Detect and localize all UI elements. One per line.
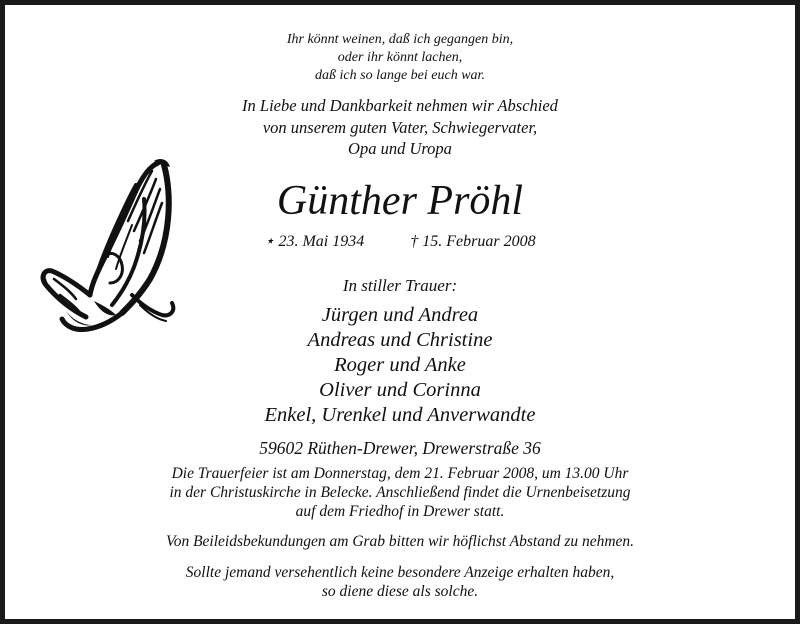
condolence-note: Von Beileidsbekundungen am Grab bitten wir höflichst Abstand zu nehmen. [165,533,635,550]
mourner-name: Oliver und Corinna [319,379,481,401]
funeral-info-line: Die Trauerfeier ist am Donnerstag, dem 21. Februar 2008, um 13.00 Uhr [171,465,629,482]
mourner-name: Andreas und Christine [307,329,493,351]
mourners-heading: In stiller Trauer: [342,276,458,295]
poem-line: Ihr könnt weinen, daß ich gegangen bin, [286,32,514,47]
death-date: † 15. Februar 2008 [410,233,536,250]
poem-line: daß ich so lange bei euch war. [315,68,485,83]
intro-line: von unserem guten Vater, Schwiegervater, [262,118,538,137]
closing-line: Sollte jemand versehentlich keine besondere Anzeige erhalten haben, [185,564,615,581]
mourner-name: Enkel, Urenkel und Anverwandte [264,404,536,426]
birth-date: ⋆ 23. Mai 1934 [264,233,365,250]
closing-line: so diene diese als solche. [321,583,479,600]
funeral-info-line: in der Christuskirche in Belecke. Anschließend findet die Urnenbeisetzung [169,484,631,501]
mourner-name: Roger und Anke [334,354,466,376]
mourner-name: Jürgen und Andrea [321,304,479,326]
intro-line: In Liebe und Dankbarkeit nehmen wir Abschied [242,96,558,115]
funeral-info-line: auf dem Friedhof in Drewer statt. [295,503,505,520]
address: 59602 Rüthen-Drewer, Drewerstraße 36 [259,438,541,458]
deceased-name: Günther Pröhl [276,178,524,224]
poem-line: oder ihr könnt lachen, [337,50,463,65]
life-dates [0,232,800,252]
intro-line: Opa und Uropa [348,139,452,158]
